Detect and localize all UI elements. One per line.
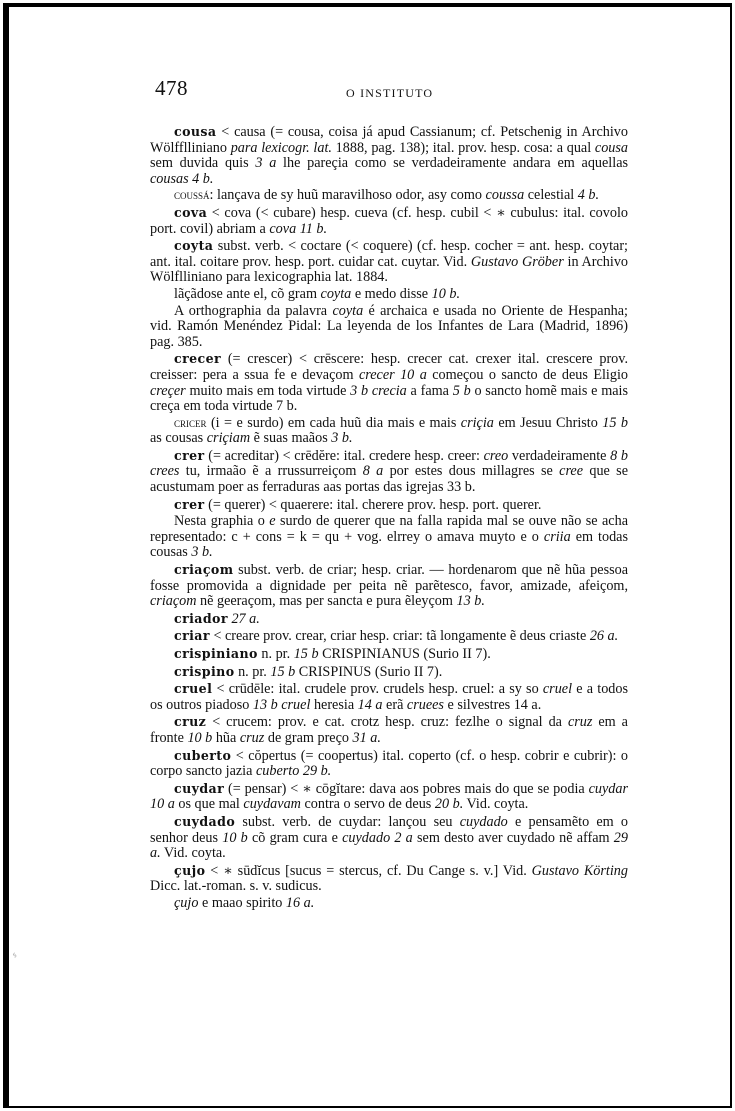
entry-italic: 3 b crecia	[350, 382, 407, 399]
entry-italic: 3 a	[255, 155, 277, 172]
entry-italic: criçia	[460, 414, 494, 431]
headword: cruel	[174, 681, 213, 697]
entry-text: sem duvida quis	[150, 155, 256, 172]
headword: criaçom	[174, 562, 234, 578]
entry-text: Nesta graphia o	[174, 513, 270, 530]
dictionary-entry	[150, 781, 628, 813]
entry-text: por estes dous millagres se	[383, 463, 560, 480]
entry-text: (= pensar) < ∗ cōgĭtare: dava aos pobres mais do que se podia	[224, 780, 589, 797]
dictionary-entry	[150, 681, 628, 713]
entry-italic: 14 a	[357, 696, 383, 713]
entry-text: em a fronte	[150, 714, 628, 746]
entry-text: e silvestres 14 a.	[443, 696, 542, 713]
entry-text: heresia	[310, 696, 358, 713]
headword: crispino	[174, 663, 235, 679]
entry-italic: 10 b	[222, 829, 248, 846]
dictionary-entry	[150, 664, 628, 681]
entry-text: (= querer) < quaerere: ital. cherere prov. hesp. port. querer.	[204, 496, 542, 513]
entry-text: < crucem: prov. e cat. crotz hesp. cruz: fezlhe o signal da	[206, 714, 568, 731]
dictionary-entry	[150, 514, 628, 561]
entry-italic: 27 a.	[231, 610, 260, 627]
entry-text: em todas cousas	[150, 528, 628, 561]
entry-italic: cuydado	[459, 813, 508, 830]
entry-text: lhe pareçia como se verdadeiramente andara em aquellas	[276, 155, 629, 172]
entry-italic: 31 a.	[352, 729, 381, 746]
entry-italic: cousas 4 b.	[150, 170, 214, 187]
entry-text: muito mais em toda virtude	[185, 382, 351, 399]
entry-text: < causa (= cousa, coisa já apud Cassianum; cf. Petschenig in Archivo Wölfflliniano	[150, 124, 628, 156]
entry-text: (= acreditar) < crēdĕre: ital. credere hesp. creer:	[204, 447, 484, 464]
entry-italic: cruz	[567, 714, 593, 731]
dictionary-entry	[150, 562, 628, 610]
entry-italic: 5 b	[452, 382, 471, 399]
entry-text: tu, irmaão ẽ a rrussurreiçom	[179, 463, 363, 480]
entry-italic: 13 b cruel	[252, 696, 311, 713]
entry-italic: 3 b.	[331, 430, 353, 447]
entry-text: < ∗ sūdĭcus [sucus = stercus, cf. Du Cange s. v.] Vid.	[205, 862, 532, 879]
entry-italic: 16 a.	[285, 894, 315, 911]
headword: crispiniano	[174, 646, 258, 661]
entry-italic: 3 b.	[191, 544, 213, 561]
entry-text: subst. verb. de criar; hesp. criar. — hordenarom que nẽ hũa pessoa fosse promovida a dignidade per peita nẽ parẽtesco, favor, amizade, afeiçom,	[150, 562, 628, 594]
entry-italic: cruees	[406, 696, 444, 713]
entry-text: e pensamẽto em o senhor deus	[150, 813, 628, 846]
entry-italic: creçer	[150, 382, 186, 399]
headword: crer	[174, 496, 205, 512]
entry-text: os que mal	[174, 796, 244, 813]
entry-italic: 10 b	[187, 729, 213, 746]
headword: criar	[174, 628, 210, 644]
dictionary-entry	[150, 863, 628, 895]
dictionary-entry	[150, 748, 628, 780]
entry-text: verdadeiramente	[508, 447, 611, 464]
entry-text: cõ gram cura e	[247, 829, 343, 846]
entry-text: ẽ suas maãos	[250, 430, 332, 447]
dictionary-entry	[150, 351, 628, 414]
entry-italic: criçiam	[206, 430, 251, 447]
entry-italic: cuberto 29 b.	[255, 763, 332, 780]
entry-italic: cousa	[594, 139, 628, 156]
entry-italic: cova 11 b.	[269, 220, 328, 237]
entry-italic: Gustavo Körting	[531, 862, 628, 879]
entry-italic: 4 b.	[577, 187, 600, 204]
dictionary-entry	[150, 238, 628, 286]
entry-text: < cŏpertus (= coopertus) ital. coperto (cf. o hesp. cobrir e cubrir): o corpo sancto jazia	[150, 747, 628, 780]
entry-text: erã	[382, 696, 407, 713]
entry-italic: cuydar 10 a	[150, 780, 628, 813]
dictionary-entry	[150, 188, 628, 204]
document-page	[150, 76, 628, 913]
entry-text: começou o sancto de deus Eligio	[426, 366, 628, 383]
entry-text: em Jesuu Christo	[493, 414, 603, 431]
entry-italic: cree	[559, 463, 584, 480]
entry-italic: Gustavo Gröber	[470, 253, 564, 270]
entry-italic: crecer 10 a	[358, 366, 427, 383]
entry-text: a fama	[406, 382, 453, 399]
headword: coyta	[174, 238, 214, 254]
entry-text: < cova (< cubare) hesp. cueva (cf. hesp. cubil < ∗ cubulus: ital. covolo port. covil) abriam a	[150, 204, 628, 237]
entry-text: contra o servo de deus	[300, 796, 435, 813]
entry-italic: cruel	[542, 681, 573, 698]
entry-italic: criia	[543, 528, 571, 545]
dictionary-entries	[150, 124, 628, 912]
headword: cruz	[174, 714, 207, 730]
dictionary-entry	[150, 416, 628, 447]
entry-italic: 26 a.	[589, 628, 619, 645]
dictionary-entry	[150, 896, 628, 912]
entry-text: hũa	[212, 729, 240, 746]
entry-italic: cuydado 2 a	[342, 829, 413, 846]
entry-text: Vid. coyta.	[463, 796, 529, 813]
entry-text: o sancto homẽ mais e mais creça em toda virtude 7 b.	[150, 382, 629, 415]
entry-text: n. pr.	[257, 646, 294, 662]
entry-italic: cuydavam	[243, 796, 301, 813]
entry-text: sem desto aver cuydado nẽ affam	[412, 829, 614, 846]
entry-text: in Archivo Wölflliniano para lexicographia lat. 1884.	[150, 253, 629, 286]
entry-text: nẽ geeraçom, mas per sancta e pura ẽleyçom	[196, 593, 457, 610]
entry-text: surdo de querer que na falla rapida mal se ouve não se acha representado: c + cons = k = qu + vog. elrrey o amava muyto e o	[150, 513, 628, 545]
headword: çujo	[174, 862, 206, 878]
dictionary-entry	[150, 646, 628, 663]
dictionary-entry	[150, 714, 628, 746]
entry-text: celestial	[524, 187, 578, 204]
entry-text: Vid. coyta.	[160, 845, 226, 862]
entry-italic: 20 b.	[434, 796, 464, 813]
entry-text: e maao spirito	[198, 894, 286, 911]
entry-italic: 13 b.	[456, 593, 485, 610]
entry-text: que se acustumam poer as ferraduras aas portas das igrejas 33 b.	[150, 463, 628, 496]
entry-text: e medo disse	[351, 285, 432, 302]
entry-text: Dicc. lat.-roman. s. v. sudicus.	[150, 878, 322, 895]
entry-text: as cousas	[150, 430, 207, 447]
entry-text: é archaica e usada no Oriente de Hespanha; vid. Ramón Menéndez Pidal: La leyenda de los Infantes de Lara (Madrid, 1896) pag. 385.	[150, 302, 628, 350]
dictionary-entry	[150, 814, 628, 862]
headword: cuydar	[174, 780, 225, 796]
dictionary-entry	[150, 448, 628, 496]
dictionary-entry	[150, 205, 628, 237]
headword-smallcaps: coussá	[174, 188, 210, 203]
headword: crecer	[174, 351, 222, 367]
headword: cuberto	[174, 747, 232, 763]
entry-italic: 15 b	[602, 414, 628, 431]
running-title: O INSTITUTO	[346, 86, 434, 100]
headword: cousa	[174, 124, 217, 139]
headword-smallcaps: cricer	[174, 415, 207, 430]
page-header	[150, 76, 628, 106]
entry-italic: coyta	[332, 302, 364, 319]
dictionary-entry	[150, 611, 628, 628]
entry-text: lãçãdose ante el, cõ gram	[174, 285, 321, 302]
entry-italic: para lexicogr. lat.	[230, 139, 332, 156]
entry-text: : lançava de sy huũ maravilhoso odor, asy como	[209, 187, 486, 204]
dictionary-entry	[150, 497, 628, 514]
entry-italic: çujo	[174, 894, 199, 911]
entry-text: n. pr.	[234, 663, 271, 680]
entry-italic: coussa	[485, 187, 525, 204]
entry-italic: 15 b	[293, 646, 319, 662]
page-number: 478	[155, 76, 188, 100]
margin-mark: ᛃ	[12, 950, 18, 960]
entry-text: < creare prov. crear, criar hesp. criar: tã longamente ẽ deus criaste	[209, 628, 590, 645]
headword: cuydado	[174, 813, 236, 829]
entry-italic: e	[269, 513, 276, 530]
entry-text: 1888, pag. 138); ital. prov. hesp. cosa: a qual	[331, 139, 595, 156]
entry-text: de gram preço	[264, 729, 353, 746]
entry-italic: 15 b	[270, 663, 296, 680]
entry-text: CRISPINIANUS (Surio II 7).	[318, 646, 491, 662]
entry-italic: cruz	[239, 729, 265, 746]
entry-text: < crūdēle: ital. crudele prov. crudels hesp. cruel: a sy so	[212, 681, 543, 698]
dictionary-entry	[150, 628, 628, 645]
entry-text: (i = e surdo) em cada huũ dia mais e mais	[206, 414, 461, 431]
headword: criador	[174, 610, 228, 626]
dictionary-entry	[150, 124, 628, 187]
entry-italic: coyta	[320, 285, 352, 302]
dictionary-entry	[150, 304, 628, 351]
entry-text: CRISPINUS (Surio II 7).	[295, 663, 443, 680]
entry-text: e a todos os outros piadoso	[150, 681, 629, 713]
entry-italic: creo	[483, 447, 509, 464]
headword: crer	[174, 447, 205, 463]
entry-italic: criaçom	[150, 593, 197, 610]
entry-text: A orthographia da palavra	[174, 302, 333, 319]
entry-text: (= crescer) < crēscere: hesp. crecer cat. crexer ital. crescere prov. creisser: pera a ssua fe e devaçom	[150, 351, 628, 383]
entry-text: subst. verb. < coctare (< coquere) (cf. hesp. cocher = ant. hesp. coytar; ant. ital. coitare prov. hesp. port. cuidar cat. cuytar. Vid.	[150, 238, 628, 270]
dictionary-entry	[150, 287, 628, 303]
entry-italic: 8 b crees	[150, 447, 628, 480]
entry-text: subst. verb. de cuydar: lançou seu	[235, 813, 460, 830]
headword: cova	[174, 204, 208, 220]
entry-italic: 10 b.	[431, 285, 461, 302]
entry-italic: 29 a.	[150, 829, 628, 862]
entry-italic: 8 a	[362, 463, 384, 480]
